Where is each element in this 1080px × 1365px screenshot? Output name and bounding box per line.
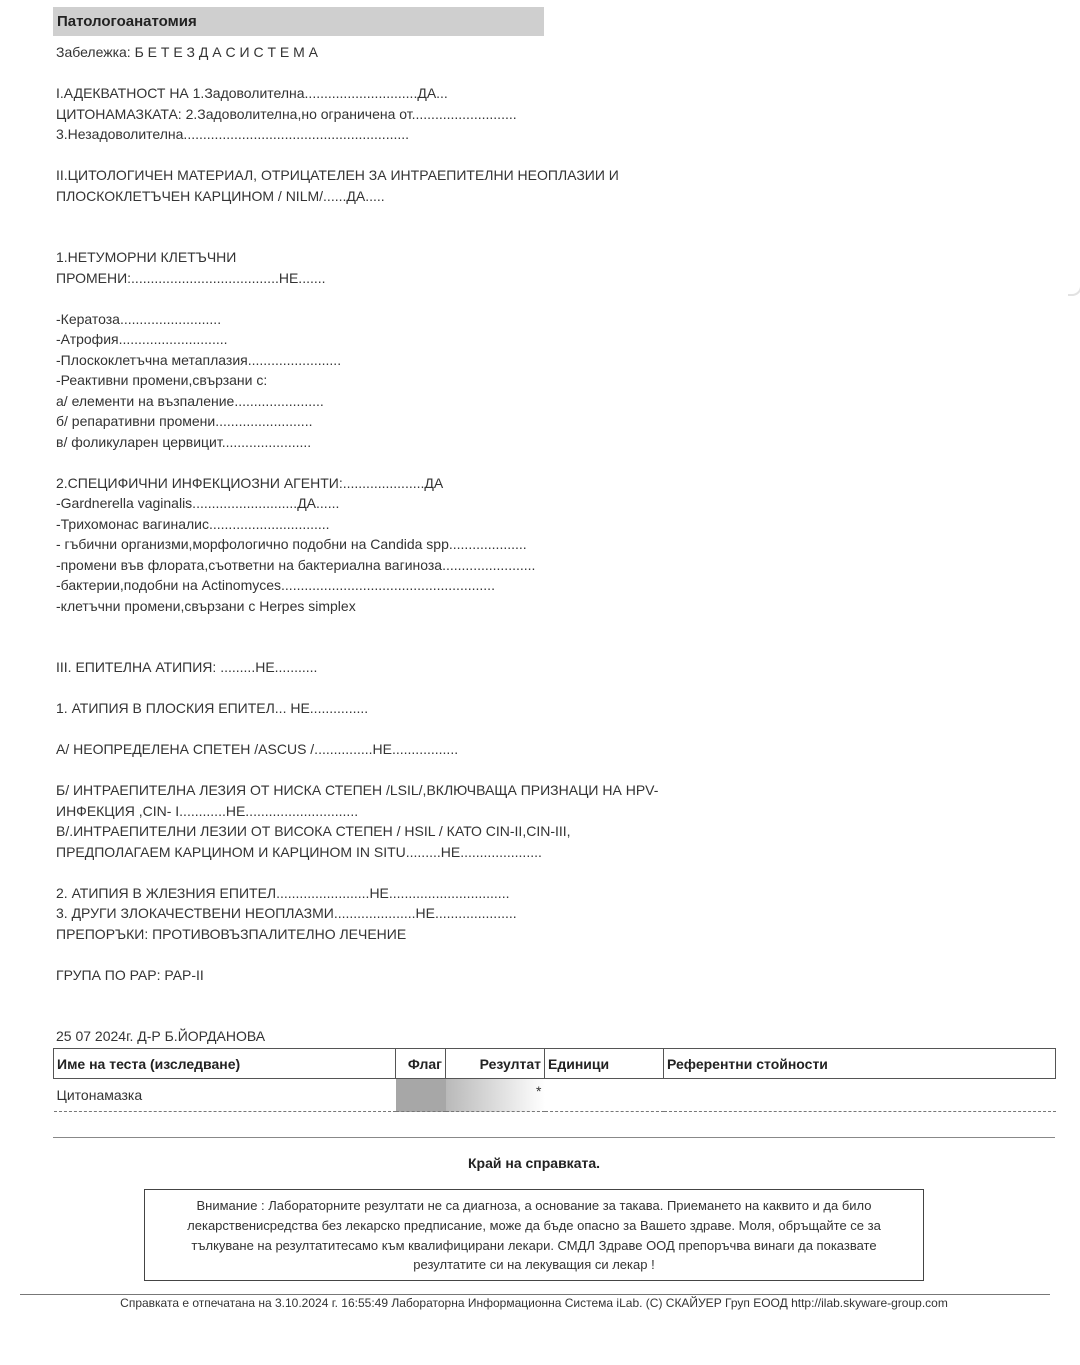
report-line: -Реактивни промени,свързани с: <box>56 372 268 388</box>
report-line: 1. АТИПИЯ В ПЛОСКИЯ ЕПИТЕЛ... НЕ............... <box>56 700 369 716</box>
report-line: ПРЕДПОЛАГАЕМ КАРЦИНОМ И КАРЦИНОМ IN SITU.........НЕ..................... <box>56 843 542 860</box>
report-line <box>56 145 696 166</box>
cell-test-name: Цитонамазка <box>54 1079 396 1112</box>
report-line: 2.СПЕЦИФИЧНИ ИНФЕКЦИОЗНИ АГЕНТИ:.....................ДА <box>56 474 444 491</box>
report-line: -Трихомонас вагиналис............................... <box>56 515 330 532</box>
divider <box>53 1137 1055 1138</box>
report-line: а/ елементи на възпаление....................... <box>56 392 324 409</box>
column-header-units: Единици <box>545 1049 664 1079</box>
report-line <box>56 288 696 309</box>
report-line: 3. ДРУГИ ЗЛОКАЧЕСТВЕНИ НЕОПЛАЗМИ.....................НЕ..................... <box>56 905 517 921</box>
report-end-title: Край на справката. <box>467 1155 601 1171</box>
column-header-result: Резултат <box>446 1049 545 1079</box>
report-line: ПРЕПОРЪКИ: ПРОТИВОВЪЗПАЛИТЕЛНО ЛЕЧЕНИЕ <box>56 925 407 942</box>
report-line: ЦИТОНАМАЗКАТА: 2.Задоволителна,но ограничена от........................... <box>56 105 517 122</box>
warning-notice: Внимание : Лабораторните резултати не са диагноза, а основание за такава. Приемането на каквито и да било лекарственисредства без лекарско предписание, може да бъде опасно за Вашето здраве. Моля, обръщайте се за тълкуване на резултатитесамо към квалифицирани лекари. СМДЛ Здраве ООД препоръчва винаги да показвате резултатите си на лекуващия си лекар ! <box>144 1189 924 1281</box>
report-line: II.ЦИТОЛОГИЧЕН МАТЕРИАЛ, ОТРИЦАТЕЛЕН ЗА ИНТРАЕПИТЕЛНИ НЕОПЛАЗИИ И <box>56 167 619 183</box>
report-line: А/ НЕОПРЕДЕЛЕНА СПЕТЕН /ASCUS /...............НЕ................. <box>56 741 459 757</box>
report-line <box>56 862 696 883</box>
signature-line: 25 07 2024г. Д-Р Б.ЙОРДАНОВА <box>56 1028 266 1044</box>
report-line <box>56 678 696 699</box>
report-line <box>56 206 696 227</box>
cell-reference <box>664 1079 1056 1112</box>
report-line <box>56 760 696 781</box>
report-line <box>56 63 696 84</box>
report-line: -клетъчни промени,свързани с Herpes simplex <box>56 597 356 614</box>
report-line: - гъбични организми,морфологично подобни на Candida spp.................... <box>56 536 527 552</box>
report-line: -Атрофия............................ <box>56 331 228 347</box>
report-line: -Gardnerella vaginalis...........................ДА...... <box>56 495 340 511</box>
results-table <box>53 1048 1056 1112</box>
report-line: в/ фоликуларен цервицит....................... <box>56 433 312 450</box>
report-line: ГРУПА ПО PAP: PAP-II <box>56 966 204 983</box>
report-line: -промени във флората,съответни на бактериална вагиноза........................ <box>56 556 536 573</box>
column-header-flag: Флаг <box>396 1049 446 1079</box>
report-line: I.АДЕКВАТНОСТ НА 1.Задоволителна.............................ДА... <box>56 85 448 101</box>
report-line: ИНФЕКЦИЯ ,CIN- I............НЕ............................. <box>56 802 359 819</box>
cell-flag <box>396 1079 446 1112</box>
report-body <box>56 42 696 985</box>
scroll-panel-edge <box>1068 0 1080 296</box>
report-line <box>56 944 696 965</box>
report-line <box>56 719 696 740</box>
section-header: Патологоанатомия <box>53 7 544 36</box>
report-line: В/.ИНТРАЕПИТЕЛНИ ЛЕЗИИ ОТ ВИСОКА СТЕПЕН / HSIL / КАТО CIN-II,CIN-III, <box>56 823 571 839</box>
report-line <box>56 452 696 473</box>
column-header-name: Име на теста (изследване) <box>54 1049 396 1079</box>
report-line: Забележка: Б Е Т Е З Д А С И С Т Е М А <box>56 44 319 60</box>
report-line: -Кератоза.......................... <box>56 310 222 327</box>
report-line: ПРОМЕНИ:......................................НЕ....... <box>56 269 326 286</box>
cell-result: * <box>446 1079 545 1112</box>
cell-units <box>545 1079 664 1112</box>
report-line: б/ репаративни промени......................... <box>56 413 313 429</box>
report-line: -Плоскоклетъчна метаплазия........................ <box>56 351 342 368</box>
report-line: III. ЕПИТЕЛНА АТИПИЯ: .........НЕ........... <box>56 659 318 675</box>
print-footer: Справката е отпечатана на 3.10.2024 г. 16:55:49 Лабораторна Информационна Система iLab. (C) СКАЙУЕР Груп ЕООД http://ilab.skyware-group.com <box>120 1296 948 1310</box>
table-header-row <box>54 1049 1056 1079</box>
report-line: 1.НЕТУМОРНИ КЛЕТЪЧНИ <box>56 249 237 265</box>
report-line <box>56 227 696 248</box>
report-line: -бактерии,подобни на Actinomyces....................................................... <box>56 577 495 593</box>
report-line: ПЛОСКОКЛЕТЪЧЕН КАРЦИНОМ / NILM/......ДА..... <box>56 187 385 204</box>
report-line <box>56 616 696 637</box>
report-line: 3.Незадоволителна.......................................................... <box>56 126 410 142</box>
table-row <box>54 1079 1056 1112</box>
report-line: Б/ ИНТРАЕПИТЕЛНА ЛЕЗИЯ ОТ НИСКА СТЕПЕН /LSIL/,ВКЛЮЧВАЩА ПРИЗНАЦИ НА HPV- <box>56 782 659 798</box>
report-line <box>56 637 696 658</box>
report-line: 2. АТИПИЯ В ЖЛЕЗНИЯ ЕПИТЕЛ........................НЕ............................... <box>56 884 510 901</box>
column-header-reference: Референтни стойности <box>664 1049 1056 1079</box>
